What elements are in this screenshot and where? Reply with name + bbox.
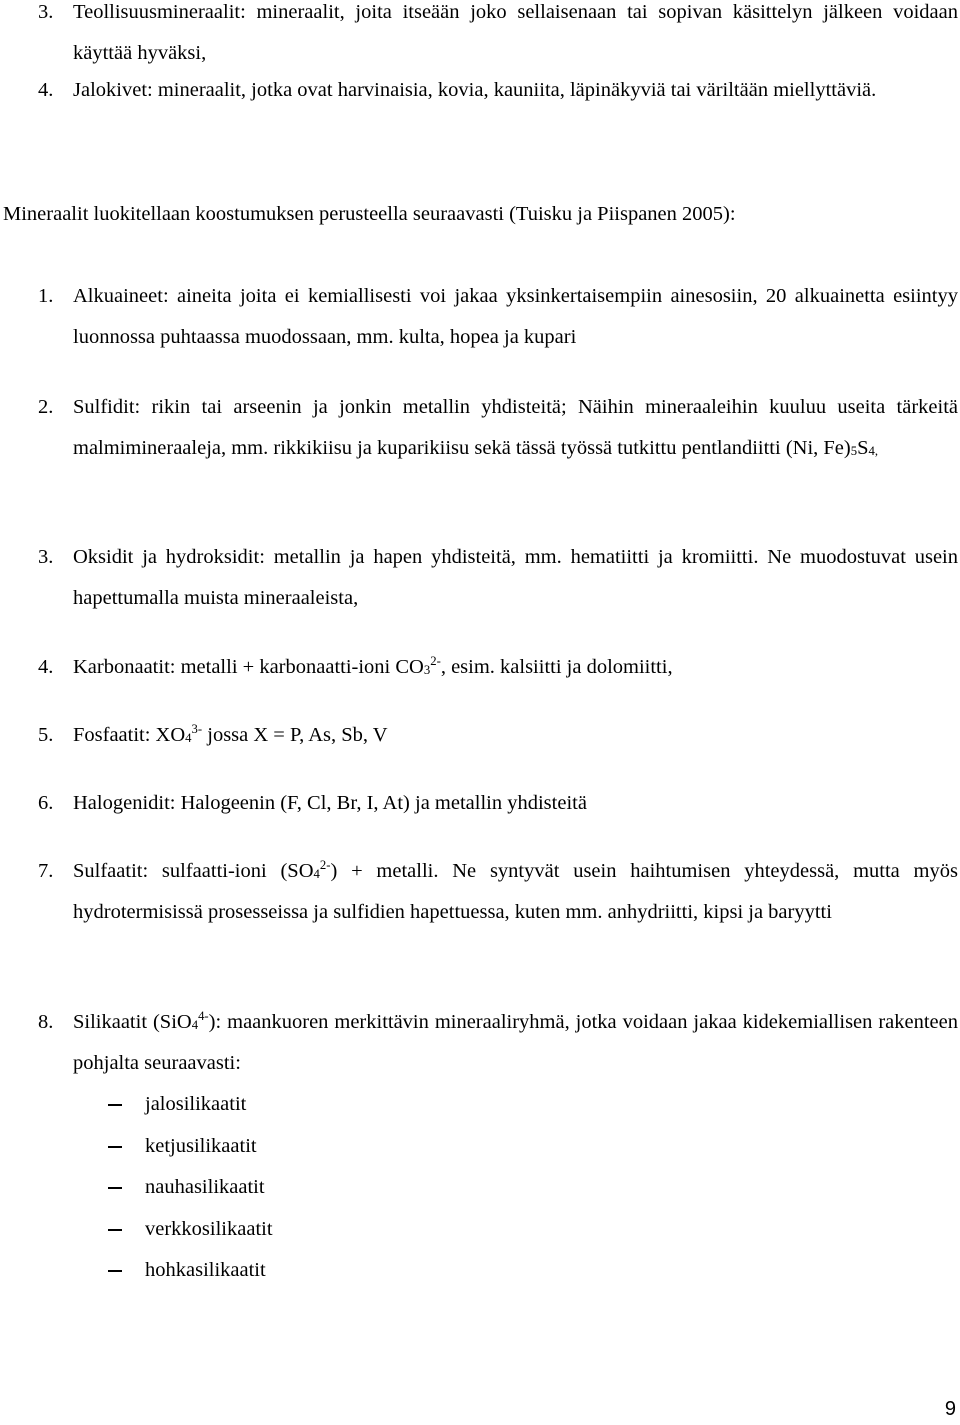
list-item: jalosilikaatit	[108, 1084, 708, 1126]
list-number: 7.	[38, 860, 54, 882]
intro-list-item	[38, 0, 958, 74]
dash-bullet-icon	[108, 1229, 122, 1231]
mineral-class-item	[38, 851, 958, 933]
list-number: 4.	[38, 79, 54, 101]
list-number: 3.	[38, 546, 54, 568]
mineral-class-item	[38, 276, 958, 358]
list-number: 6.	[38, 792, 54, 814]
list-number: 2.	[38, 396, 54, 418]
page-number: 9	[944, 1398, 956, 1420]
list-item-text: Oksidit ja hydroksidit: metallin ja hapen yhdisteitä, mm. hematiitti ja kromiitti. Ne muodostuvat usein hapettumalla muista mineraaleista,	[73, 546, 958, 609]
dash-bullet-icon	[108, 1146, 122, 1148]
list-item-text: Alkuaineet: aineita joita ei kemiallisesti voi jakaa yksinkertaisempiin ainesosiin, 20 alkuainetta esiintyy luonnossa puhtaassa muodossaan, mm. kulta, hopea ja kupari	[73, 285, 958, 348]
list-item-text: Fosfaatit: $XO_4^{3-}$ jossa X = P, As, Sb, V	[73, 721, 388, 746]
mineral-class-item	[38, 715, 958, 756]
mineral-class-item	[38, 537, 958, 619]
list-item: hohkasilikaatit	[108, 1250, 708, 1292]
list-item: verkkosilikaatit	[108, 1209, 708, 1251]
list-item-text: Karbonaatit: metalli + karbonaatti-ioni $CO_3^{2-}$, esim. kalsiitti ja dolomiitti,	[73, 653, 673, 678]
mineral-class-item	[38, 387, 958, 469]
list-item-text: Silikaatit (SiO$_4^{4-}$): maankuoren merkittävin mineraaliryhmä, jotka voidaan jakaa kidekemiallisen rakenteen pohjalta seuraavasti:	[73, 1008, 959, 1074]
list-item: ketjusilikaatit	[108, 1126, 708, 1168]
list-number: 5.	[38, 724, 54, 746]
list-item: nauhasilikaatit	[108, 1167, 708, 1209]
silicate-types-list	[108, 1084, 708, 1292]
mineral-class-item	[38, 1002, 958, 1084]
dash-bullet-icon	[108, 1187, 122, 1189]
list-item-text: Sulfaatit: sulfaatti-ioni $(SO_4^{2-})$ + metalli. Ne syntyvät usein haihtumisen yhteydessä, mutta myös hydrotermisissä prosesseissa ja sulfidien hapettuessa, kuten mm. anhydriitti, kipsi ja baryytti	[73, 857, 958, 923]
mineral-class-item	[38, 783, 958, 824]
list-number: 4.	[38, 656, 54, 678]
list-number: 1.	[38, 285, 54, 307]
mineral-class-item	[38, 647, 958, 688]
list-item-text: Teollisuusmineraalit: mineraalit, joita itseään joko sellaisenaan tai sopivan käsittelyn jälkeen voidaan käyttää hyväksi,	[73, 1, 958, 64]
intro-list-item	[38, 70, 958, 111]
classification-intro-paragraph: Mineraalit luokitellaan koostumuksen perusteella seuraavasti (Tuisku ja Piispanen 2005):	[3, 203, 736, 225]
list-item-text: Jalokivet: mineraalit, jotka ovat harvinaisia, kovia, kauniita, läpinäkyviä tai väriltään miellyttäviä.	[73, 79, 877, 101]
list-item-text: Sulfidit: rikin tai arseenin ja jonkin metallin yhdisteitä; Näihin mineraaleihin kuuluu useita tärkeitä malmimineraaleja, mm. rikkikiisu ja kuparikiisu sekä tässä työssä tutkittu pentlandiitti (Ni, $Fe)_5S_{4,}$	[73, 396, 958, 459]
dash-bullet-icon	[108, 1270, 122, 1272]
list-item-text: Halogenidit: Halogeenin (F, Cl, Br, I, At) ja metallin yhdisteitä	[73, 792, 587, 814]
list-number: 3.	[38, 1, 54, 23]
list-number: 8.	[38, 1011, 54, 1033]
dash-bullet-icon	[108, 1104, 122, 1106]
